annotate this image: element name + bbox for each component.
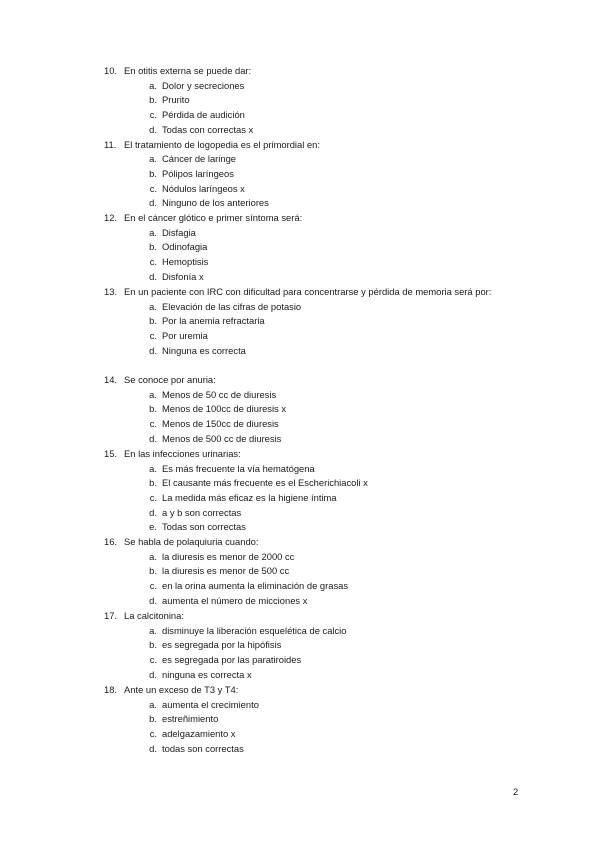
- option-item: [104, 314, 544, 329]
- option-text: Pérdida de audición: [162, 109, 245, 121]
- option-text: estreñimiento: [162, 713, 219, 725]
- option-text: todas son correctas: [162, 742, 244, 754]
- question-text: Se conoce por anuria:: [124, 374, 216, 385]
- option-text: La medida más eficaz es la higiene íntima: [162, 492, 337, 504]
- question-10: [104, 64, 544, 137]
- question-number: 13.: [104, 286, 118, 297]
- option-letter: a.: [149, 300, 157, 312]
- option-item: [104, 668, 544, 683]
- option-text: ninguna es correcta x: [162, 668, 252, 680]
- option-item: [104, 594, 544, 609]
- question-text: La calcitonina:: [124, 610, 184, 621]
- option-text: Menos de 150cc de diuresis: [162, 418, 279, 430]
- question-number: 16.: [104, 536, 118, 547]
- option-letter: b.: [149, 477, 157, 489]
- option-letter: a.: [149, 462, 157, 474]
- option-item: [104, 255, 544, 270]
- option-item: [104, 579, 544, 594]
- option-letter: b.: [149, 403, 157, 415]
- option-item: [104, 476, 544, 491]
- option-text: Elevación de las cifras de potasio: [162, 300, 302, 312]
- question-text: Ante un exceso de T3 y T4:: [124, 684, 239, 695]
- question-17: [104, 609, 544, 682]
- option-item: [104, 624, 544, 639]
- option-text: Hemoptisis: [162, 256, 209, 268]
- option-item: [104, 79, 544, 94]
- question-text: En el cáncer glótico e primer síntoma será:: [124, 212, 303, 223]
- option-item: [104, 123, 544, 138]
- question-14: [104, 373, 544, 446]
- option-list: [104, 624, 544, 683]
- option-text: adelgazamiento x: [162, 728, 236, 740]
- question-number: 15.: [104, 448, 118, 459]
- option-list: [104, 550, 544, 609]
- option-item: [104, 712, 544, 727]
- question-number: 17.: [104, 610, 118, 621]
- option-letter: d.: [149, 506, 157, 518]
- option-item: [104, 300, 544, 315]
- option-letter: a.: [149, 79, 157, 91]
- option-item: [104, 432, 544, 447]
- option-letter: a.: [149, 226, 157, 238]
- option-text: a y b son correctas: [162, 506, 242, 518]
- option-letter: c.: [149, 492, 157, 504]
- option-letter: a.: [149, 698, 157, 710]
- option-item: [104, 564, 544, 579]
- option-item: [104, 152, 544, 167]
- option-item: [104, 93, 544, 108]
- option-text: la diuresis es menor de 500 cc: [162, 565, 290, 577]
- option-letter: b.: [149, 639, 157, 651]
- question-number: 14.: [104, 374, 118, 385]
- option-text: Menos de 50 cc de diuresis: [162, 388, 277, 400]
- option-letter: d.: [149, 270, 157, 282]
- option-item: [104, 344, 544, 359]
- question-number: 18.: [104, 684, 118, 695]
- option-letter: a.: [149, 624, 157, 636]
- option-list: [104, 300, 544, 359]
- option-item: [104, 417, 544, 432]
- question-16: [104, 535, 544, 608]
- option-letter: c.: [149, 728, 157, 740]
- option-text: Ninguno de los anteriores: [162, 197, 269, 209]
- option-item: [104, 402, 544, 417]
- option-letter: b.: [149, 241, 157, 253]
- option-text: Nódulos laríngeos x: [162, 182, 245, 194]
- option-item: [104, 653, 544, 668]
- option-text: la diuresis es menor de 2000 cc: [162, 550, 295, 562]
- question-number: 12.: [104, 212, 118, 223]
- option-list: [104, 226, 544, 285]
- option-item: [104, 520, 544, 535]
- option-text: Ninguna es correcta: [162, 344, 246, 356]
- option-text: es segregada por la hipófisis: [162, 639, 282, 651]
- option-letter: b.: [149, 315, 157, 327]
- option-text: Prurito: [162, 94, 190, 106]
- option-text: Cáncer de laringe: [162, 153, 237, 165]
- question-18: [104, 683, 544, 756]
- page-number: 2: [513, 786, 519, 797]
- option-text: en la orina aumenta la eliminación de grasas: [162, 580, 349, 592]
- question-number: 11.: [104, 138, 117, 150]
- option-letter: b.: [149, 713, 157, 725]
- option-letter: b.: [149, 94, 157, 106]
- option-item: [104, 727, 544, 742]
- option-text: aumenta el número de micciones x: [162, 594, 308, 606]
- option-letter: b.: [149, 167, 157, 179]
- option-text: Pólipos laríngeos: [162, 167, 234, 179]
- option-letter: e.: [149, 521, 157, 533]
- option-letter: d.: [149, 594, 157, 606]
- option-text: Todas con correctas x: [162, 123, 254, 135]
- option-letter: c.: [149, 109, 157, 121]
- option-item: [104, 506, 544, 521]
- option-letter: c.: [149, 654, 157, 666]
- option-letter: c.: [149, 182, 157, 194]
- question-text: Se habla de polaquiuria cuando:: [124, 536, 259, 547]
- option-text: Odinofagia: [162, 241, 208, 253]
- option-item: [104, 698, 544, 713]
- option-text: aumenta el crecimiento: [162, 698, 259, 710]
- option-letter: d.: [149, 123, 157, 135]
- option-letter: a.: [149, 388, 157, 400]
- option-text: Es más frecuente la vía hematógena: [162, 462, 315, 474]
- option-item: [104, 638, 544, 653]
- option-item: [104, 108, 544, 123]
- option-text: Dolor y secreciones: [162, 79, 245, 91]
- option-letter: d.: [149, 668, 157, 680]
- option-list: [104, 79, 544, 138]
- option-letter: d.: [149, 197, 157, 209]
- option-text: Disfonía x: [162, 270, 204, 282]
- option-letter: d.: [149, 344, 157, 356]
- option-item: [104, 462, 544, 477]
- question-number: 10.: [104, 65, 118, 76]
- option-text: El causante más frecuente es el Escherichiacoli x: [162, 477, 368, 489]
- question-11: [104, 138, 544, 211]
- option-item: [104, 240, 544, 255]
- option-list: [104, 152, 544, 211]
- option-item: [104, 388, 544, 403]
- option-item: [104, 329, 544, 344]
- option-list: [104, 462, 544, 535]
- question-text: El tratamiento de logopedia es el primordial en:: [124, 138, 320, 150]
- option-letter: a.: [149, 550, 157, 562]
- question-text: En las infecciones urinarias:: [124, 448, 241, 459]
- option-letter: d.: [149, 432, 157, 444]
- question-text: En un paciente con IRC con dificultad para concentrarse y pérdida de memoria será por:: [124, 286, 492, 297]
- option-text: Menos de 100cc de diuresis x: [162, 403, 287, 415]
- option-item: [104, 226, 544, 241]
- option-text: disminuye la liberación esquelética de calcio: [162, 624, 347, 636]
- option-item: [104, 182, 544, 197]
- option-letter: b.: [149, 565, 157, 577]
- option-letter: c.: [149, 256, 157, 268]
- option-item: [104, 550, 544, 565]
- option-item: [104, 167, 544, 182]
- question-text: En otitis externa se puede dar:: [124, 65, 252, 76]
- option-text: Por uremia: [162, 330, 208, 342]
- option-text: Todas son correctas: [162, 521, 246, 533]
- option-letter: c.: [149, 330, 157, 342]
- option-letter: c.: [149, 418, 157, 430]
- option-letter: c.: [149, 580, 157, 592]
- option-text: Disfagia: [162, 226, 196, 238]
- option-item: [104, 742, 544, 757]
- option-letter: a.: [149, 153, 157, 165]
- option-list: [104, 388, 544, 447]
- question-13: [104, 285, 544, 358]
- option-text: Menos de 500 cc de diuresis: [162, 432, 282, 444]
- option-item: [104, 491, 544, 506]
- option-letter: d.: [149, 742, 157, 754]
- question-12: [104, 211, 544, 284]
- option-text: es segregada por las paratiroides: [162, 654, 302, 666]
- question-15: [104, 447, 544, 535]
- option-item: [104, 270, 544, 285]
- option-item: [104, 196, 544, 211]
- option-text: Por la anemia refractaria: [162, 315, 265, 327]
- option-list: [104, 698, 544, 757]
